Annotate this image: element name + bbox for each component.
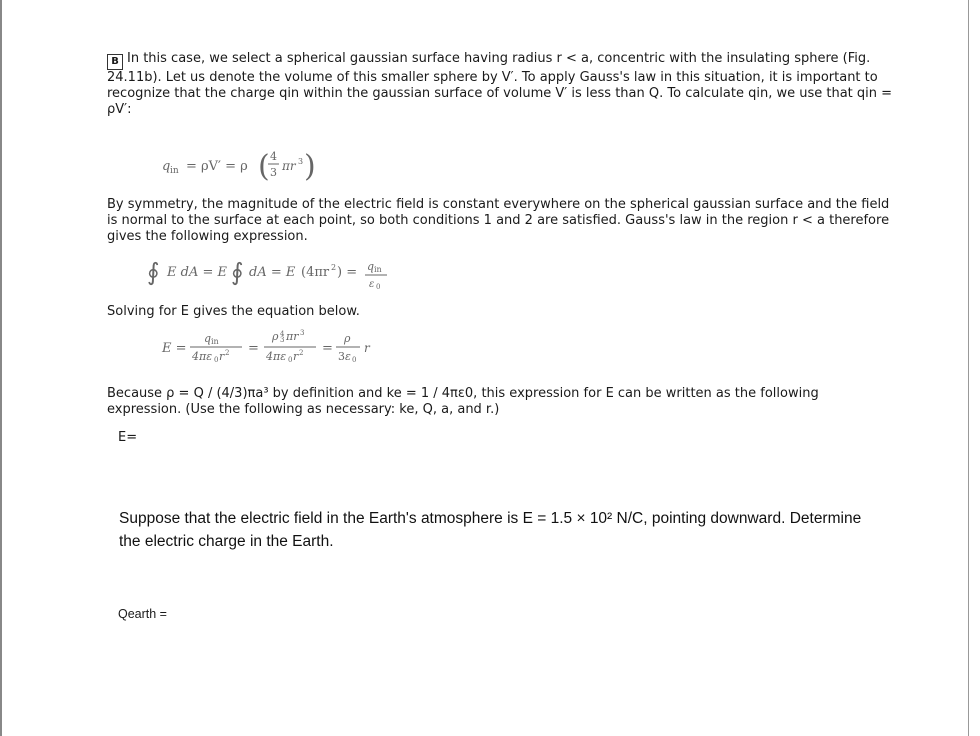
intro-text: In this case, we select a spherical gaussian surface having radius r < a, concentric with the insulating sphere (Fig. 24.11b). Let us denote the volume of this smaller sphere by V′. To apply Gauss's law in this situation, it is important to recognize that the charge qin within the gaussian surface of volume V′ is less than Q. To calculate qin, we use that qin = ρV′:: [107, 51, 893, 117]
svg-text:q: q: [204, 332, 212, 345]
svg-text:3: 3: [338, 350, 345, 363]
svg-text:3: 3: [298, 157, 304, 166]
question-2-text: Suppose that the electric field in the Earth's atmosphere is E = 1.5 × 10² N/C, pointing downward. Determine the electric charge in the Earth.: [119, 510, 862, 550]
svg-text:0: 0: [376, 283, 381, 291]
svg-text:4: 4: [270, 150, 277, 163]
svg-text:r: r: [293, 350, 299, 363]
svg-text:2: 2: [225, 349, 230, 357]
equation-field: [160, 322, 420, 372]
svg-text:in: in: [374, 265, 382, 274]
equation-qin-render: [160, 142, 360, 186]
svg-text:E dA = E: E dA = E: [167, 265, 227, 280]
svg-text:πr: πr: [286, 330, 299, 343]
svg-text:ε: ε: [345, 350, 351, 363]
svg-text:in: in: [211, 337, 219, 346]
svg-text:in: in: [170, 166, 179, 176]
svg-text:2: 2: [331, 263, 337, 272]
svg-text:=: =: [322, 341, 333, 356]
svg-text:=: =: [248, 341, 259, 356]
svg-text:4πε: 4πε: [192, 350, 213, 363]
solving-text: Solving for E gives the equation below.: [107, 304, 360, 319]
svg-text:dA = E: dA = E: [249, 265, 296, 280]
page-border-right: [968, 0, 969, 736]
svg-text:3: 3: [270, 166, 277, 179]
svg-text:ρ: ρ: [344, 332, 351, 345]
svg-text:4: 4: [280, 330, 285, 338]
svg-text:0: 0: [352, 356, 357, 364]
svg-text:3: 3: [300, 329, 305, 337]
svg-text:r: r: [364, 341, 370, 355]
svg-text:r: r: [219, 350, 225, 363]
e-answer-label: E=: [118, 430, 138, 445]
svg-text:(4πr: (4πr: [301, 265, 330, 280]
svg-text:πr: πr: [282, 159, 296, 173]
svg-text:E =: E =: [162, 341, 187, 356]
equation-gauss-render: [145, 252, 445, 292]
svg-text:q: q: [162, 159, 171, 174]
equation-field-render: [160, 322, 420, 368]
part-b-badge: B: [107, 54, 123, 70]
qearth-answer-label: Qearth =: [118, 607, 167, 621]
svg-text:4πε: 4πε: [266, 350, 287, 363]
svg-text:2: 2: [299, 349, 304, 357]
page-border-left: [0, 0, 2, 736]
svg-text:ρ: ρ: [272, 330, 279, 343]
svg-text:∮: ∮: [231, 258, 244, 286]
svg-text:): ): [304, 149, 316, 184]
svg-text:∮: ∮: [147, 258, 160, 286]
svg-text:q: q: [367, 260, 375, 273]
svg-text:0: 0: [288, 356, 293, 364]
equation-gauss: [145, 252, 445, 296]
intro-paragraph: [107, 51, 897, 118]
symmetry-paragraph: By symmetry, the magnitude of the electric field is constant everywhere on the spherical gaussian surface and the field is normal to the surface at each point, so both conditions 1 and 2 are satisfied. Gauss's law in the region r < a therefore gives the following expression.: [107, 197, 890, 244]
svg-text:0: 0: [214, 356, 219, 364]
because-paragraph: Because ρ = Q / (4/3)πa³ by definition and ke = 1 / 4πε0, this expression for E can be written as the following expression. (Use the following as necessary: ke, Q, a, and r.): [107, 386, 819, 417]
svg-text:) =: ) =: [337, 265, 358, 280]
svg-text:(: (: [258, 149, 270, 184]
svg-text:3: 3: [280, 336, 285, 344]
equation-qin: [160, 142, 360, 190]
svg-text:= ρV′ = ρ: = ρV′ = ρ: [186, 159, 248, 174]
svg-text:ε: ε: [369, 279, 375, 290]
